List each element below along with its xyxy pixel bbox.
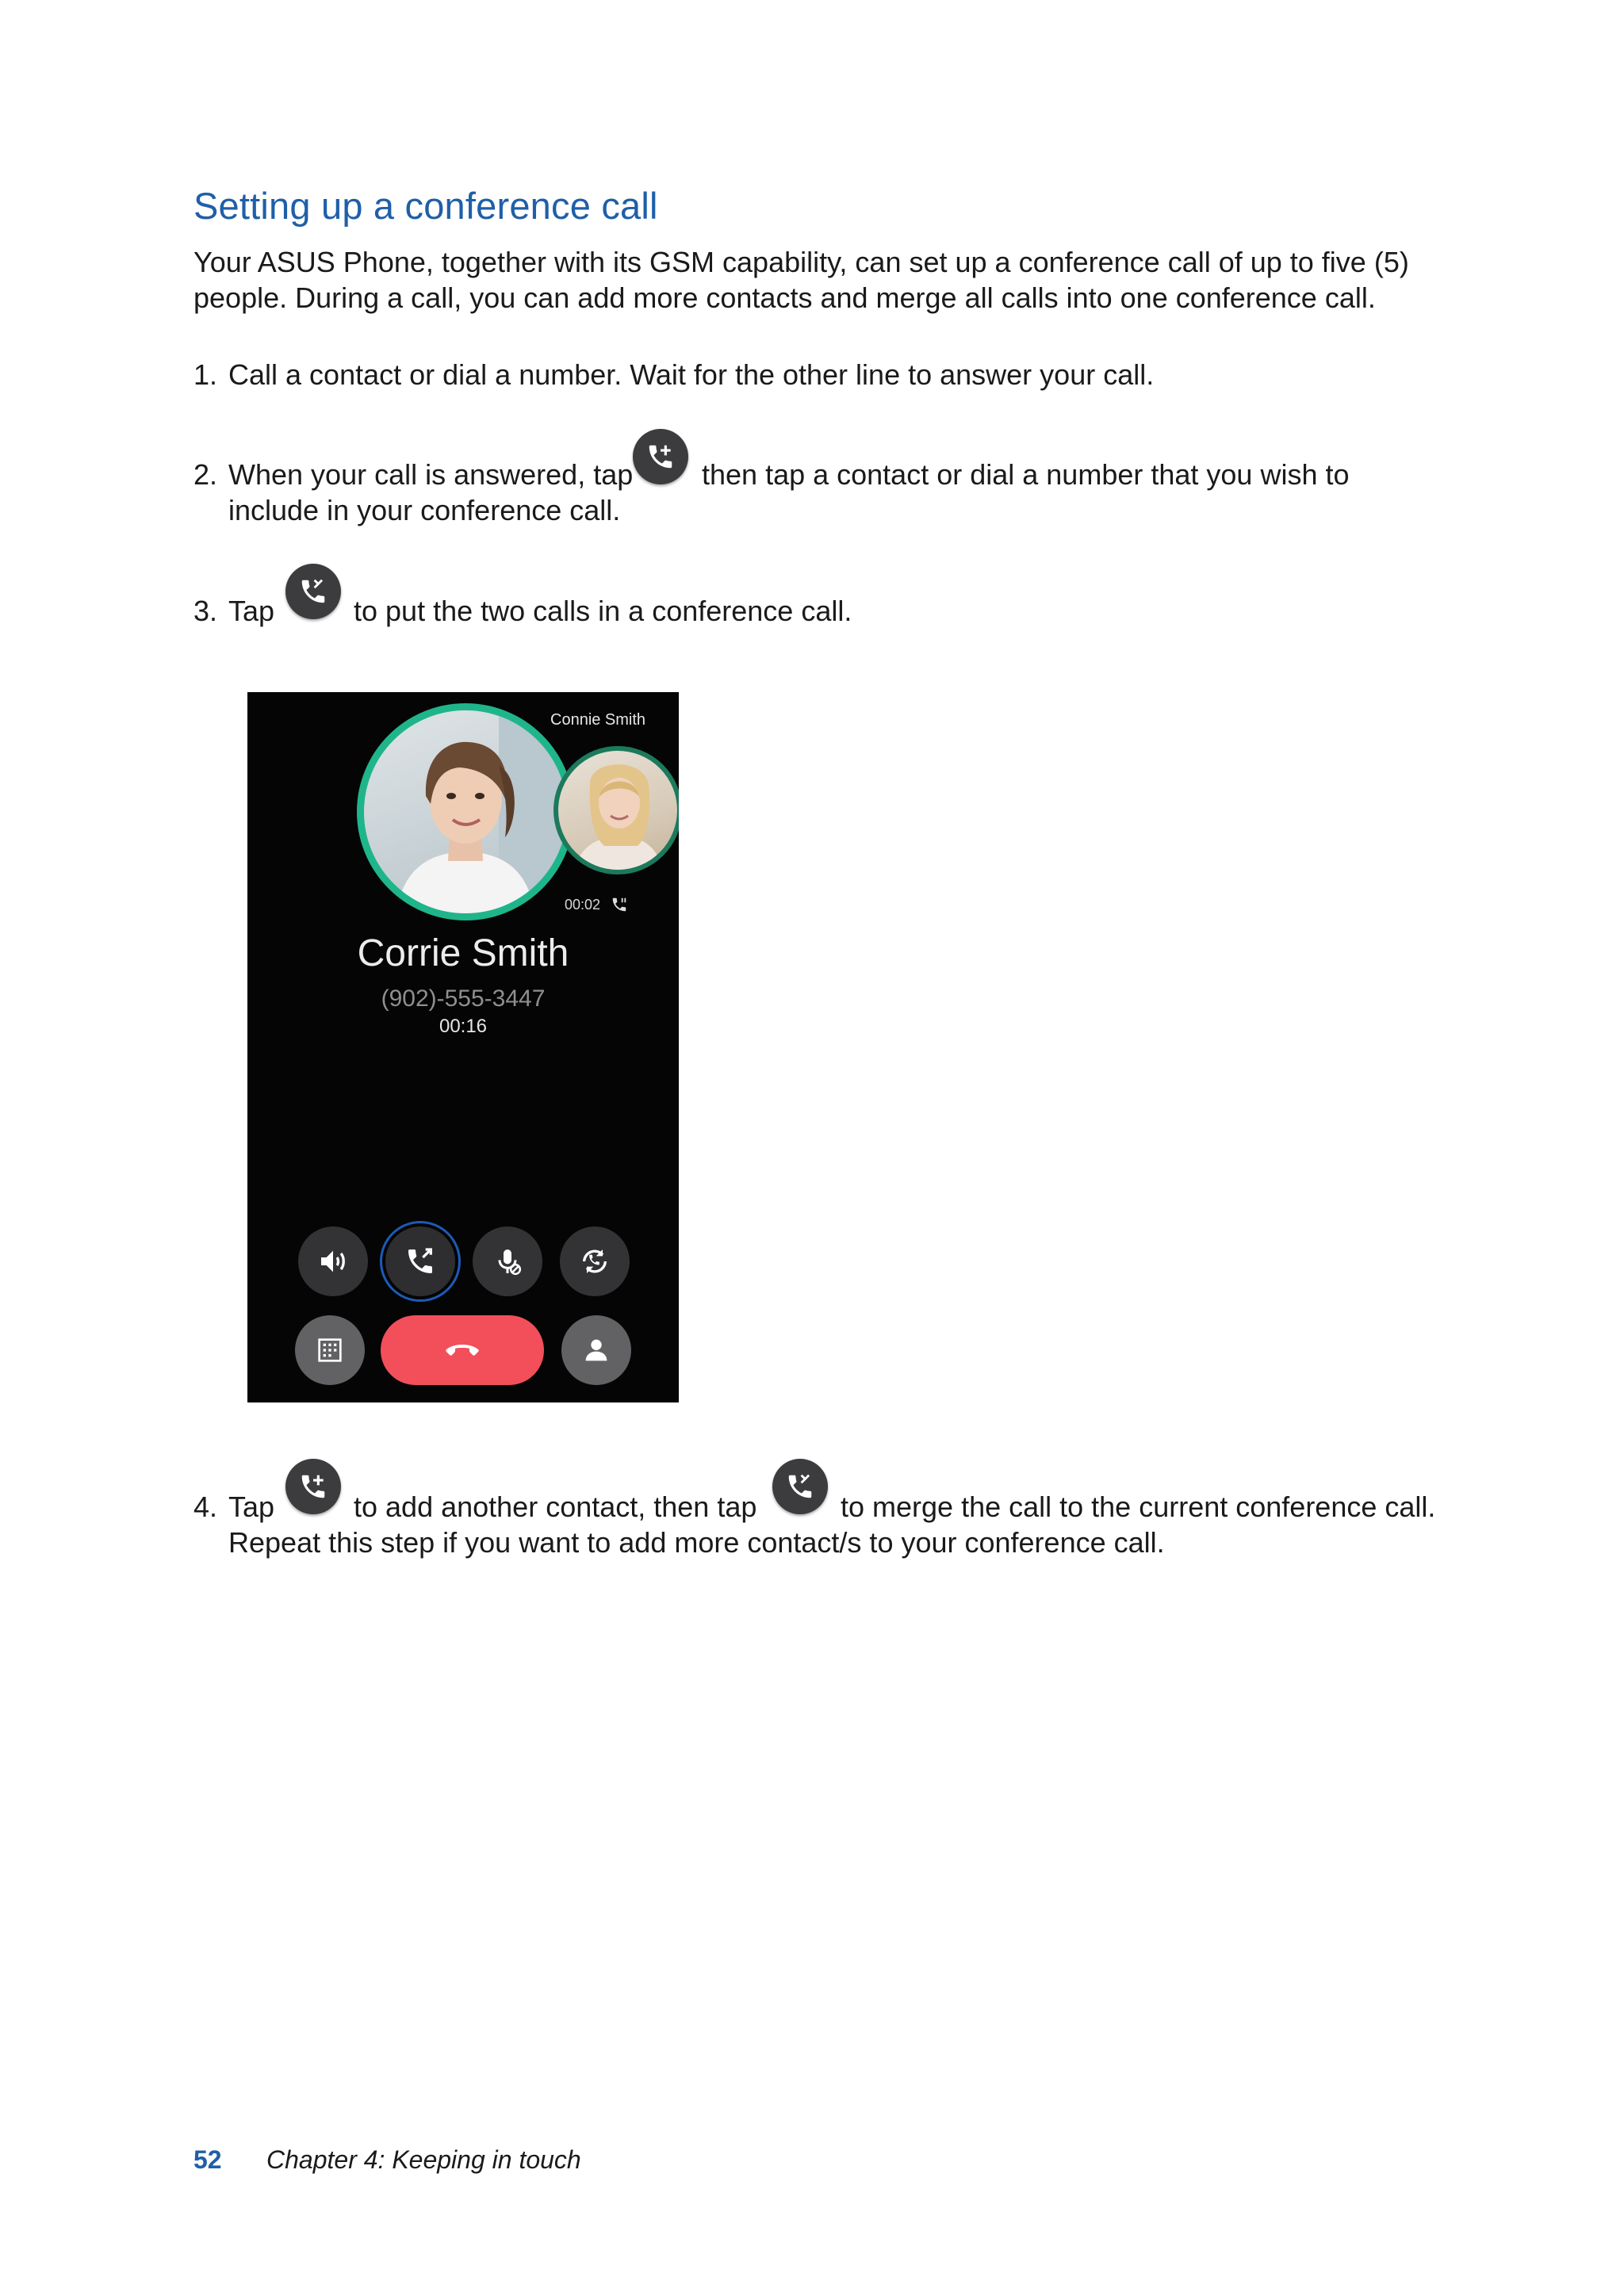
second-contact-timer: 00:02 bbox=[565, 897, 601, 913]
step-number: 1. bbox=[193, 358, 218, 391]
mute-button[interactable] bbox=[473, 1226, 542, 1296]
chapter-title: Chapter 4: Keeping in touch bbox=[266, 2145, 581, 2174]
step-number: 4. bbox=[193, 1490, 218, 1523]
merge-call-icon bbox=[285, 564, 341, 619]
step-text-before: Tap bbox=[228, 595, 275, 627]
step-number: 2. bbox=[193, 458, 218, 491]
dialpad-button[interactable] bbox=[295, 1315, 365, 1385]
step-text-middle: to add another contact, then tap bbox=[354, 1490, 757, 1523]
mute-icon bbox=[492, 1246, 523, 1277]
step-text-after: to put the two calls in a conference call. bbox=[354, 595, 852, 627]
add-call-icon bbox=[633, 429, 688, 484]
step-text-line-2: include in your conference call. bbox=[228, 494, 621, 526]
page-number: 52 bbox=[193, 2145, 222, 2174]
second-contact-avatar bbox=[553, 746, 679, 874]
merge-call-icon bbox=[772, 1459, 828, 1514]
step-text-after: then tap a contact or dial a number that you wish to bbox=[702, 458, 1350, 491]
add-call-icon bbox=[285, 1459, 341, 1514]
contacts-icon bbox=[580, 1334, 612, 1366]
end-call-icon bbox=[440, 1338, 485, 1362]
speaker-button[interactable] bbox=[298, 1226, 368, 1296]
intro-line-2: people. During a call, you can add more contacts and merge all calls into one conference call. bbox=[193, 281, 1376, 314]
dialpad-icon bbox=[314, 1334, 346, 1366]
add-call-icon bbox=[404, 1246, 436, 1277]
call-timer: 00:16 bbox=[439, 1016, 488, 1037]
step-text-before: When your call is answered, tap bbox=[228, 458, 634, 491]
step-number: 3. bbox=[193, 595, 218, 627]
on-hold-icon bbox=[611, 896, 628, 917]
swap-call-icon bbox=[579, 1246, 611, 1277]
speaker-icon bbox=[317, 1246, 349, 1277]
phone-call-screenshot bbox=[247, 692, 679, 1402]
step-text-before: Tap bbox=[228, 1490, 275, 1523]
step-text: Call a contact or dial a number. Wait for the other line to answer your call. bbox=[228, 358, 1155, 391]
add-call-button[interactable] bbox=[385, 1226, 455, 1296]
swap-call-button[interactable] bbox=[560, 1226, 630, 1296]
contacts-button[interactable] bbox=[561, 1315, 631, 1385]
intro-line-1: Your ASUS Phone, together with its GSM capability, can set up a conference call of up to five (5) bbox=[193, 246, 1409, 278]
caller-avatar bbox=[357, 703, 574, 920]
caller-name: Corrie Smith bbox=[357, 932, 569, 974]
second-contact-name: Connie Smith bbox=[550, 711, 646, 729]
section-title: Setting up a conference call bbox=[193, 185, 658, 227]
step-text-after: to merge the call to the current conference call. bbox=[841, 1490, 1436, 1523]
step-text-line-2: Repeat this step if you want to add more contact/s to your conference call. bbox=[228, 1526, 1165, 1559]
caller-number: (902)-555-3447 bbox=[381, 985, 546, 1012]
intro-paragraph bbox=[193, 244, 1431, 316]
end-call-button[interactable] bbox=[381, 1315, 544, 1385]
